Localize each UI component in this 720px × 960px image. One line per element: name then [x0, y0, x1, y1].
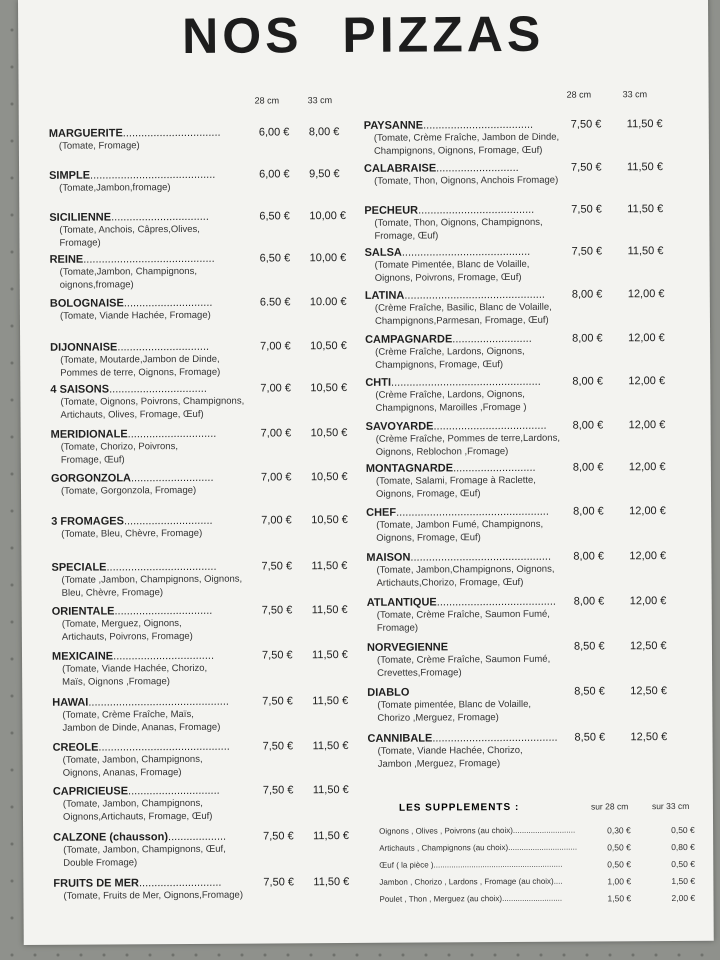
ingredient-line: Oignons, Ananas, Fromage) [62, 767, 182, 779]
menu-item [366, 462, 566, 501]
price-33cm: 10,50 € [311, 513, 348, 527]
menu-sheet [18, 0, 714, 945]
ingredient-line: (Tomate, Anchois, Câpres,Olives, [59, 223, 200, 236]
pizza-ingredients [50, 352, 265, 379]
price-33cm: 11,50 € [627, 203, 664, 216]
price-33cm: 8,00 € [308, 126, 340, 139]
menu-item [364, 204, 564, 243]
price-33cm: 11,50 € [313, 875, 350, 889]
ingredient-line: (Tomate, Viande Hachée, Fromage) [59, 309, 211, 322]
price-33cm: 11,50 € [311, 648, 348, 662]
ingredient-line: Oignons, Reblochon ,Fromage) [375, 446, 509, 458]
price-28cm: 7,50 € [570, 118, 602, 131]
dot-leader: .................................... [423, 118, 534, 132]
pizza-name: MONTAGNARDE........................... [365, 461, 536, 475]
price-28cm: 7,00 € [260, 382, 292, 395]
price-33cm: 9,50 € [309, 168, 340, 181]
ingredient-line: (Tomate, Fromage) [58, 140, 140, 152]
menu-item [50, 382, 265, 421]
menu-item [52, 649, 267, 688]
ingredient-line: Artichauts,Chorizo, Fromage, Œuf) [376, 576, 524, 589]
dot-leader: ................................. [113, 649, 215, 663]
ingredient-line: (Tomate, Jambon Fumé, Champignons, [376, 518, 544, 531]
price-28cm: 7,00 € [260, 471, 292, 484]
ingredient-line: (Tomate, Crème Fraîche, Jambon de Dinde, [373, 131, 560, 144]
ingredient-line: (Tomate, Thon, Oignons, Anchois Fromage) [374, 174, 559, 187]
pizza-name: GORGONZOLA........................... [50, 471, 214, 485]
supplement-price-33cm: 0,50 € [671, 858, 695, 870]
pizza-ingredients [49, 139, 264, 153]
ingredient-line: (Tomate, Crème Fraîche, Maïs, [62, 708, 194, 721]
pizza-name: CALZONE (chausson)................... [53, 830, 227, 844]
menu-item [366, 506, 566, 545]
price-28cm: 7,50 € [570, 161, 602, 174]
ingredient-line: (Tomate, Fruits de Mer, Oignons,Fromage) [63, 889, 244, 902]
dot-leader: ............................. [123, 514, 213, 528]
menu-item [51, 471, 266, 497]
supplements-col-33: sur 33 cm [651, 800, 690, 812]
pizza-name: DIJONNAISE.............................. [50, 340, 210, 354]
menu-item [367, 641, 567, 680]
pizza-name: MAISON.............................................. [366, 550, 552, 564]
ingredient-line: oignons,fromage) [59, 279, 134, 291]
price-28cm: 7,50 € [571, 203, 602, 216]
menu-item [366, 551, 566, 590]
ingredient-line: Champignons,Parmesan, Fromage, Œuf) [374, 314, 549, 327]
price-33cm: 12,50 € [630, 731, 668, 744]
menu-item [51, 514, 266, 540]
dot-leader: ........................................... [83, 252, 215, 266]
ingredient-line: Maïs, Oignons ,Fromage) [62, 676, 170, 688]
pizza-ingredients [53, 888, 268, 902]
supplement-label: Poulet , Thon , Merguez (au choix)........................... [379, 893, 563, 904]
ingredient-line: Artichauts, Poivrons, Fromage) [61, 630, 193, 643]
ingredient-line: Oignons, Fromage, Œuf) [376, 532, 481, 544]
menu-item [365, 376, 565, 415]
ingredient-line: (Tomate, Bleu, Chèvre, Fromage) [61, 527, 203, 540]
price-28cm: 6.50 € [259, 296, 291, 309]
price-28cm: 8,00 € [573, 550, 605, 563]
dot-leader: ................................ [114, 604, 213, 618]
dot-leader: ................................................. [390, 375, 541, 389]
pizza-name: SPECIALE.................................... [51, 560, 217, 574]
supplement-price-28cm: 1,00 € [607, 876, 632, 887]
supplement-label: Oignons , Olives , Poivrons (au choix)............................ [379, 825, 576, 836]
pizza-name: PAYSANNE.................................... [363, 118, 534, 132]
pizza-ingredients [365, 345, 565, 372]
price-33cm: 11,50 € [311, 603, 348, 617]
pizza-name: CAPRICIEUSE.............................. [52, 784, 220, 798]
ingredient-line: Jambon ,Merguez, Fromage) [377, 758, 501, 770]
dot-leader: ................................ [122, 126, 221, 140]
pizza-ingredients [367, 698, 567, 725]
price-28cm: 7,50 € [262, 695, 293, 708]
ingredient-line: Oignons, Fromage, Œuf) [375, 488, 481, 500]
dot-leader: ........................... [453, 461, 536, 475]
menu-item [53, 740, 268, 779]
pizza-ingredients [51, 483, 266, 497]
price-28cm: 7,00 € [260, 340, 291, 353]
price-33cm: 12,00 € [629, 550, 667, 563]
ingredient-line: (Tomate, Gorgonzola, Fromage) [60, 484, 197, 497]
dot-leader: ........................... [138, 876, 222, 890]
pizza-ingredients [366, 563, 566, 590]
dot-leader: .......................... [452, 332, 532, 346]
price-33cm: 12,50 € [630, 685, 667, 698]
price-33cm: 10,00 € [309, 210, 347, 223]
ingredient-line: Fromage, Œuf) [60, 454, 125, 466]
menu-item [365, 333, 565, 372]
price-28cm: 7,50 € [262, 740, 294, 753]
menu-item [364, 162, 564, 188]
right-size-large-header: 33 cm [622, 89, 648, 100]
menu-item [50, 252, 265, 291]
ingredient-line: Oignons, Poivrons, Fromage, Œuf) [374, 271, 522, 284]
ingredient-line: (Tomate, Crème Fraîche, Saumon Fumé, [376, 608, 550, 621]
ingredient-line: Oignons,Artichauts, Fromage, Œuf) [62, 810, 213, 823]
dot-leader: ................... [167, 830, 227, 844]
pizza-ingredients [49, 222, 264, 249]
ingredient-line: Pommes de terre, Oignons, Fromage) [60, 366, 221, 379]
pizza-name: CAMPAGNARDE.......................... [365, 332, 532, 346]
price-33cm: 10,50 € [310, 470, 348, 484]
price-33cm: 11,50 € [313, 829, 350, 843]
pizza-name: CREOLE........................................... [52, 740, 230, 754]
pizza-ingredients [365, 258, 565, 285]
price-28cm: 8,50 € [573, 640, 605, 653]
price-33cm: 10,50 € [310, 339, 347, 353]
menu-item [49, 127, 264, 153]
price-28cm: 8,50 € [574, 731, 606, 744]
pizza-name: SIMPLE......................................... [49, 168, 216, 182]
supplement-price-33cm: 1,50 € [671, 875, 696, 887]
price-33cm: 11,50 € [312, 694, 349, 708]
pizza-ingredients [52, 707, 267, 734]
pizza-ingredients [366, 518, 566, 545]
menu-item [51, 427, 266, 466]
pizza-ingredients [367, 608, 567, 635]
pizza-ingredients [52, 616, 267, 643]
price-33cm: 11,50 € [627, 245, 664, 258]
pizza-name: NORVEGIENNE [366, 641, 449, 654]
pizza-ingredients [50, 308, 265, 322]
pizza-name: FRUITS DE MER........................... [53, 876, 222, 890]
price-33cm: 12,00 € [628, 461, 666, 474]
pizza-ingredients [52, 661, 267, 688]
ingredient-line: (Tomate, Jambon,Champignons, Oignons, [376, 563, 555, 576]
supplement-price-33cm: 0,80 € [671, 841, 695, 853]
ingredient-line: Double Fromage) [63, 857, 138, 869]
price-33cm: 11,50 € [312, 739, 349, 753]
menu-item [53, 784, 268, 823]
pizza-name: MERIDIONALE............................. [50, 427, 217, 441]
price-28cm: 7,50 € [261, 649, 293, 662]
price-28cm: 8,00 € [572, 375, 603, 388]
ingredient-line: Fromage, Œuf) [374, 230, 439, 242]
dot-leader: ........................................... [98, 740, 230, 754]
pizza-name: 3 FROMAGES............................. [51, 514, 213, 528]
price-28cm: 6,00 € [258, 126, 290, 139]
pizza-name: MEXICAINE................................. [51, 649, 215, 663]
supplement-label: Œuf ( la pièce ).......................................................... [379, 859, 563, 870]
supplement-label: Jambon , Chorizo , Lardons , Fromage (au choix).... [379, 876, 563, 887]
price-28cm: 6,50 € [259, 210, 290, 223]
right-size-small-header: 28 cm [566, 89, 592, 100]
price-33cm: 11,50 € [626, 118, 663, 131]
price-28cm: 8,50 € [574, 685, 605, 698]
ingredient-line: (Tomate, Merguez, Oignons, [61, 618, 182, 630]
menu-item [364, 119, 564, 158]
pizza-name: BOLOGNAISE............................. [49, 296, 213, 310]
menu-item [52, 695, 267, 734]
pizza-name: SICILIENNE................................ [49, 210, 209, 224]
pizza-ingredients [49, 181, 264, 195]
ingredient-line: (Tomate, Viande Hachée, Chorizo, [377, 744, 523, 757]
pizza-ingredients [53, 752, 268, 779]
pizza-ingredients [52, 572, 267, 599]
price-28cm: 8,00 € [572, 461, 604, 474]
pizza-name: SALSA.......................................... [364, 245, 531, 259]
price-28cm: 8,00 € [573, 505, 604, 518]
ingredient-line: (Tomate Pimentée, Blanc de Volaille, [374, 258, 530, 271]
ingredient-line: Champignons, Maroilles ,Fromage ) [375, 401, 527, 414]
pizza-ingredients [367, 653, 567, 680]
pizza-name: CHTI................................................. [365, 375, 541, 389]
dot-leader: ........................... [130, 471, 214, 485]
price-33cm: 11,50 € [626, 161, 663, 174]
dot-leader: .............................................. [410, 550, 552, 564]
price-33cm: 12,00 € [628, 419, 666, 432]
pizza-ingredients [366, 474, 566, 501]
ingredient-line: (Crème Fraîche, Pommes de terre,Lardons, [375, 432, 560, 445]
price-28cm: 7,50 € [261, 604, 293, 617]
ingredient-line: (Crème Fraîche, Lardons, Oignons, [375, 345, 525, 358]
price-28cm: 8,00 € [572, 419, 604, 432]
ingredient-line: Crevettes,Fromage) [377, 667, 462, 679]
dot-leader: ............................. [127, 427, 217, 441]
menu-item [367, 732, 567, 771]
dot-leader: .......................................... [401, 245, 531, 259]
dot-leader: ....................................... [436, 595, 557, 609]
ingredient-line: (Crème Fraîche, Basilic, Blanc de Volaille, [374, 301, 552, 314]
dot-leader: .............................. [127, 784, 220, 798]
pizza-ingredients [50, 394, 265, 421]
menu-item [53, 876, 268, 902]
ingredient-line: Jambon de Dinde, Ananas, Fromage) [62, 721, 221, 734]
price-33cm: 10,50 € [310, 381, 348, 395]
ingredient-line: Bleu, Chèvre, Fromage) [61, 587, 164, 599]
ingredient-line: (Tomate, Chorizo, Poivrons, [60, 441, 178, 453]
price-28cm: 7,50 € [261, 560, 293, 573]
price-28cm: 7,50 € [571, 245, 603, 258]
pizza-name: ORIENTALE................................ [51, 604, 213, 618]
price-28cm: 7,00 € [261, 514, 292, 527]
pizza-ingredients [53, 842, 268, 869]
pizza-name: PECHEUR...................................... [364, 203, 535, 217]
dot-leader: ...................................... [418, 203, 535, 217]
pizza-name: SAVOYARDE..................................... [365, 419, 547, 433]
price-33cm: 10.00 € [309, 295, 347, 309]
ingredient-line: (Tomate, Crème Fraîche, Saumon Fumé, [377, 653, 551, 666]
menu-item [52, 604, 267, 643]
pizza-name: DIABLO [367, 686, 410, 699]
pizza-name: CHEF.................................................. [366, 505, 549, 519]
price-33cm: 10,50 € [310, 426, 348, 440]
pizza-name: CANNIBALE......................................... [367, 731, 558, 745]
pizza-name: CALABRAISE........................... [364, 161, 519, 175]
menu-item [51, 560, 266, 599]
supplement-price-28cm: 0,50 € [607, 859, 631, 870]
dot-leader: .................................................. [396, 505, 549, 519]
ingredient-line: Champignons, Oignons, Fromage, Œuf) [373, 144, 543, 157]
ingredient-line: Champignons, Fromage, Œuf) [375, 359, 504, 371]
price-28cm: 8,00 € [571, 288, 603, 301]
supplement-price-33cm: 2,00 € [671, 892, 696, 904]
ingredient-line: (Tomate,Jambon,fromage) [59, 182, 171, 194]
price-28cm: 7,50 € [262, 784, 294, 797]
pizza-ingredients [53, 796, 268, 823]
pizza-ingredients [50, 264, 265, 291]
price-28cm: 7,00 € [260, 427, 292, 440]
dot-leader: ......................................... [89, 168, 216, 182]
pizza-ingredients [365, 301, 565, 328]
ingredient-line: (Tomate pimentée, Blanc de Volaille, [377, 698, 532, 711]
menu-item [53, 830, 268, 869]
ingredient-line: (Tomate, Jambon, Champignons, [62, 753, 203, 766]
ingredient-line: Fromage) [59, 237, 101, 249]
left-size-small-header: 28 cm [254, 95, 280, 106]
dot-leader: .............................................. [404, 288, 545, 302]
ingredient-line: Artichauts, Olives, Fromage, Œuf) [60, 408, 204, 421]
ingredient-line: (Crème Fraîche, Lardons, Oignons, [375, 388, 525, 401]
pizza-ingredients [365, 388, 565, 415]
menu-item [50, 296, 265, 322]
pizza-ingredients [364, 174, 564, 188]
dot-leader: ................................ [109, 382, 207, 396]
pizza-ingredients [51, 439, 266, 466]
supplement-label: Artichauts , Champignons (au choix)............................... [379, 842, 578, 853]
pizza-ingredients [51, 526, 266, 540]
ingredient-line: (Tomate,Jambon, Champignons, [59, 265, 197, 278]
supplement-price-28cm: 0,50 € [607, 842, 631, 853]
pizza-ingredients [368, 744, 568, 771]
price-28cm: 6,00 € [259, 168, 290, 181]
menu-item [365, 289, 565, 328]
price-33cm: 12,00 € [628, 375, 666, 388]
supplement-price-28cm: 0,30 € [607, 825, 631, 836]
price-28cm: 7,50 € [263, 830, 294, 843]
dot-leader: ................................ [111, 210, 209, 224]
menu-item [367, 596, 567, 635]
price-28cm: 7,50 € [263, 876, 295, 889]
price-28cm: 8,00 € [572, 332, 603, 345]
ingredient-line: (Tomate, Thon, Oignons, Champignons, [374, 216, 543, 229]
menu-item [50, 340, 265, 379]
pizza-ingredients [366, 432, 566, 459]
price-28cm: 8,00 € [573, 595, 605, 608]
pizza-name: LATINA.............................................. [364, 288, 545, 302]
price-33cm: 11,50 € [312, 783, 349, 797]
ingredient-line: (Tomate, Oignons, Poivrons, Champignons, [60, 395, 245, 408]
menu-item [49, 169, 264, 195]
ingredient-line: Chorizo ,Merguez, Fromage) [377, 712, 499, 724]
price-33cm: 12,00 € [628, 332, 665, 345]
menu-item [365, 246, 565, 285]
dot-leader: .............................................. [88, 695, 229, 709]
ingredient-line: (Tomate, Salami, Fromage à Raclette, [375, 474, 536, 487]
price-33cm: 12,50 € [629, 640, 667, 653]
pizza-ingredients [364, 131, 564, 158]
pizza-ingredients [364, 216, 564, 243]
ingredient-line: (Tomate, Viande Hachée, Chorizo, [62, 662, 208, 675]
price-28cm: 6,50 € [259, 252, 291, 265]
dot-leader: .................................... [106, 560, 217, 574]
dot-leader: ........................... [436, 161, 519, 175]
dot-leader: .............................. [117, 340, 210, 354]
pizza-name: MARGUERITE................................ [48, 126, 221, 140]
ingredient-line: Fromage) [376, 622, 419, 634]
supplement-price-33cm: 0,50 € [671, 824, 695, 836]
price-33cm: 12,00 € [629, 505, 666, 518]
price-33cm: 11,50 € [311, 559, 348, 573]
price-33cm: 12,00 € [627, 288, 665, 301]
menu-item [367, 686, 567, 725]
page-title: NOS PIZZAS [182, 5, 545, 64]
pizza-name: REINE........................................... [49, 252, 215, 266]
dot-leader: ......................................... [432, 731, 558, 745]
left-size-large-header: 33 cm [307, 95, 333, 106]
supplements-title: LES SUPPLEMENTS : [398, 801, 520, 814]
ingredient-line: (Tomate, Jambon, Champignons, [62, 797, 203, 810]
supplements-col-28: sur 28 cm [590, 801, 629, 812]
supplement-price-28cm: 1,50 € [607, 893, 632, 904]
price-33cm: 10,00 € [309, 251, 347, 265]
price-33cm: 12,00 € [629, 595, 667, 608]
pizza-name: HAWAI.............................................. [52, 695, 229, 709]
ingredient-line: (Tomate, Jambon, Champignons, Œuf, [63, 843, 226, 856]
ingredient-line: (Tomate, Moutarde,Jambon de Dinde, [60, 353, 220, 366]
pizza-name: 4 SAISONS................................ [50, 382, 207, 396]
ingredient-line: (Tomate ,Jambon, Champignons, Oignons, [61, 573, 243, 586]
menu-item [49, 210, 264, 249]
dot-leader: ..................................... [433, 419, 547, 433]
pizza-name: ATLANTIQUE....................................... [366, 595, 557, 609]
dot-leader: ............................. [123, 296, 213, 310]
menu-item [366, 420, 566, 459]
